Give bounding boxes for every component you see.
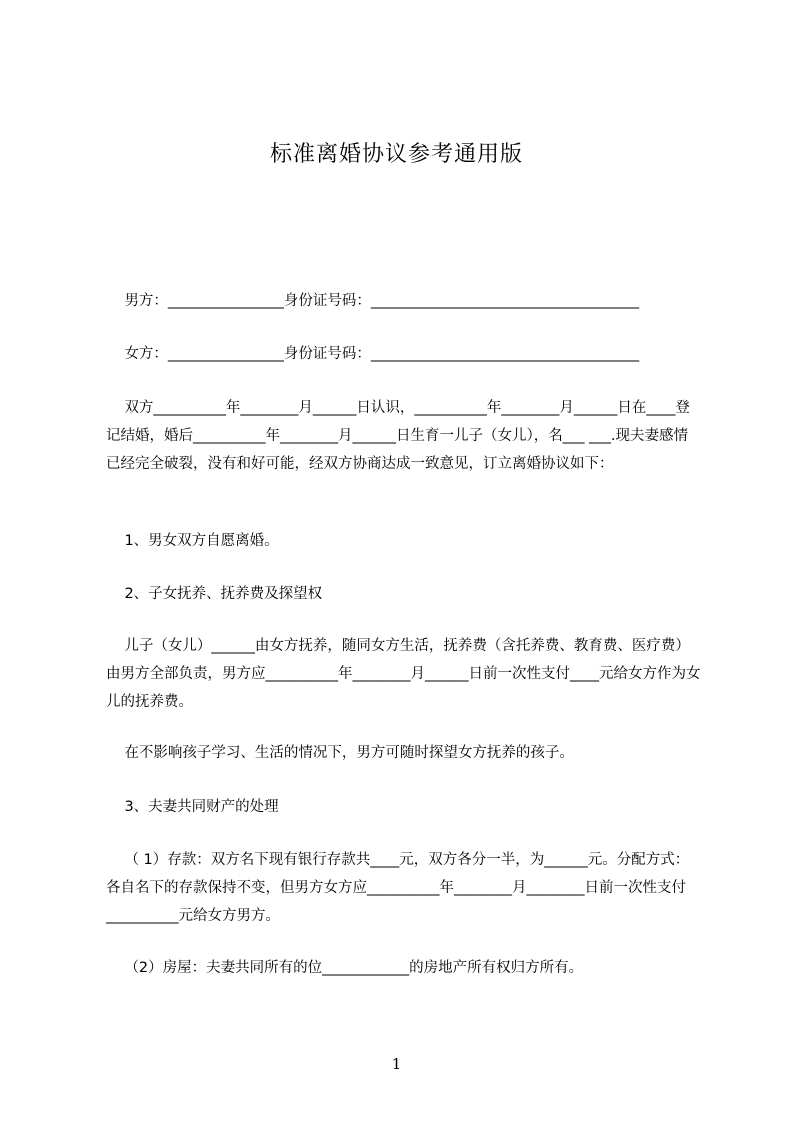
document-title: 标准离婚协议参考通用版 xyxy=(269,142,523,167)
visitation-paragraph: 在不影响孩子学习、生活的情况下，男方可随时探望女方抚养的孩子。 xyxy=(106,745,574,761)
background-paragraph: 双方__________年________月______日认识，__________年________月______日在____登记结婚，婚后__________年________月______日生育一儿子（女儿），名___ ___.现夫妻感情已经完全破裂，没有和好可能，经双方协商达成一致意见，订立离婚协议如下： xyxy=(106,400,690,472)
deposit-paragraph: （ 1）存款：双方名下现有银行存款共____元，双方各分一半，为______元。分配方式：各自名下的存款保持不变，但男方女方应__________年________月________日前一次性支付__________元给女方男方。 xyxy=(106,852,690,924)
custody-paragraph: 儿子（女儿）______由女方抚养，随同女方生活，抚养费（含托养费、教育费、医疗费）由男方全部负责，男方应__________年________月______日前一次性支付____元给女方作为女儿的抚养费。 xyxy=(106,638,701,710)
page-number: 1 xyxy=(391,1055,402,1073)
female-party-line: 女方：________________身份证号码：_____________________________________ xyxy=(106,346,640,362)
clause-1-heading: 1、男女双方自愿离婚。 xyxy=(106,533,279,549)
clause-3-heading: 3、夫妻共同财产的处理 xyxy=(106,799,279,815)
house-paragraph: （2）房屋：夫妻共同所有的位____________的房地产所有权归方所有。 xyxy=(106,960,584,976)
clause-2-heading: 2、子女抚养、抚养费及探望权 xyxy=(106,586,323,602)
male-party-line: 男方：________________身份证号码：_____________________________________ xyxy=(106,293,640,309)
